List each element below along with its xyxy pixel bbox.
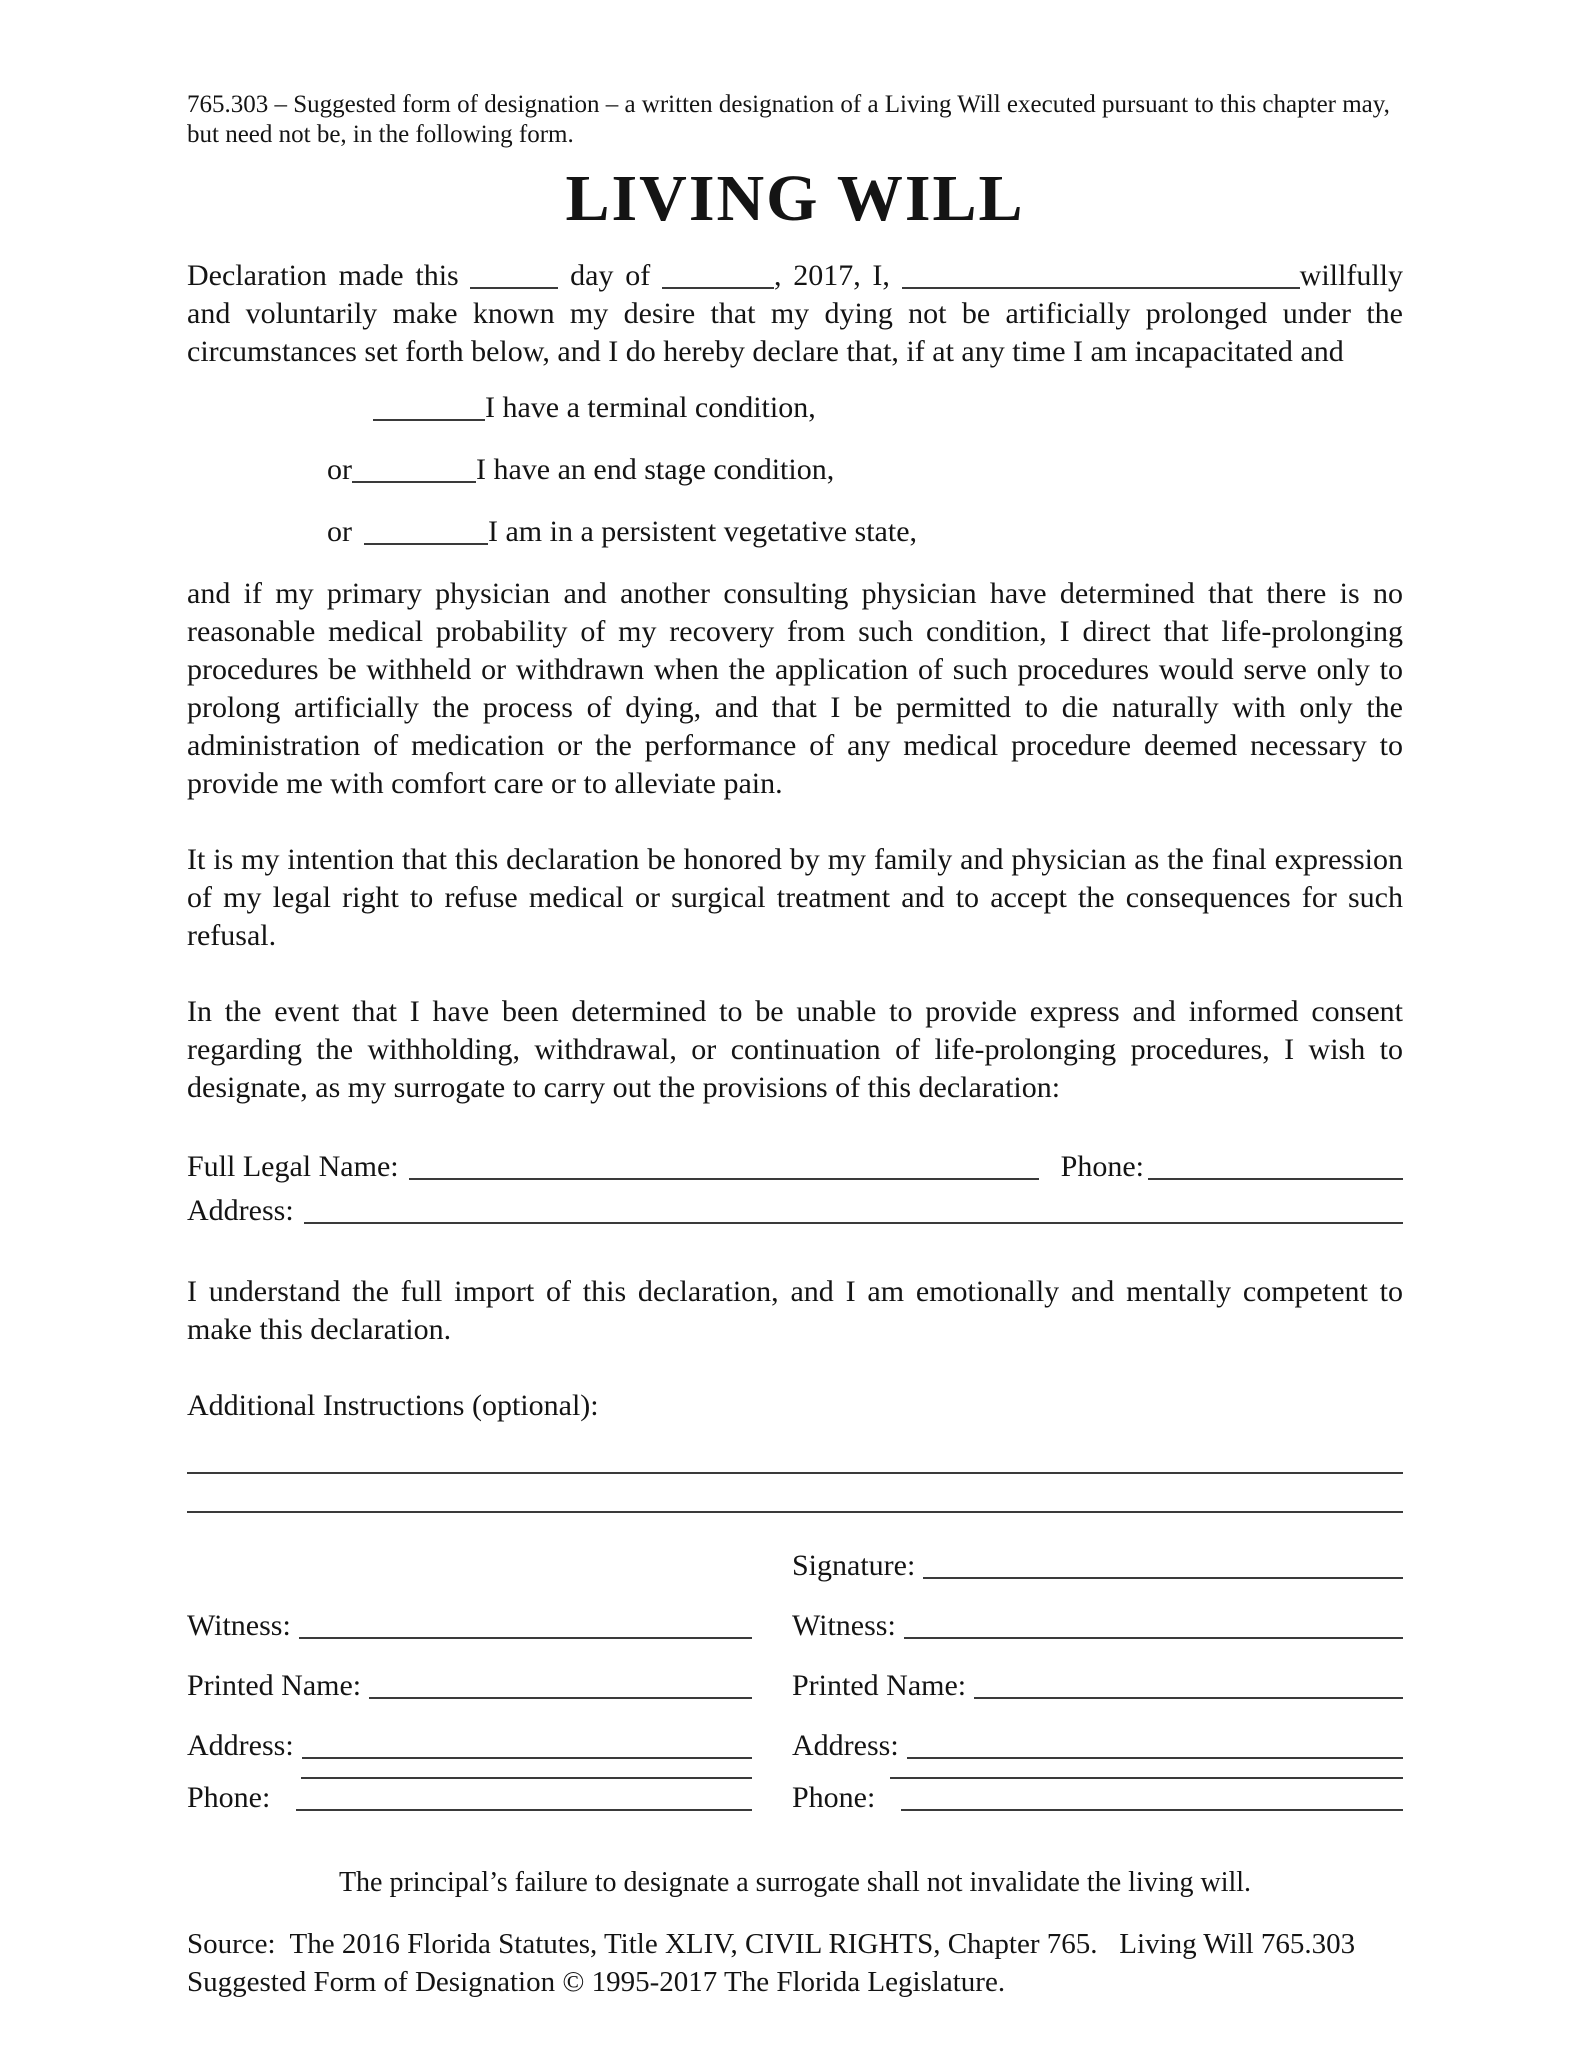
declaration-text-after-name: willfully and voluntarily make known my desire that my dying not be artificially prolonged under the circumstances set forth below, and I do hereby declare that, if at any time I am incapacitated and	[187, 259, 1403, 369]
witness-1-signature-blank[interactable]	[299, 1637, 752, 1639]
vegetative-state-label: I am in a persistent vegetative state,	[488, 515, 918, 549]
vegetative-state-blank[interactable]	[364, 543, 488, 545]
signature-row	[187, 1549, 1403, 1583]
declarant-name-blank[interactable]	[902, 287, 1300, 289]
or-label: or	[327, 515, 352, 549]
witness-2-address-label: Address:	[792, 1729, 899, 1763]
additional-instructions-label: Additional Instructions (optional):	[187, 1389, 599, 1423]
surrogate-address-blank[interactable]	[304, 1222, 1403, 1224]
witness-2-signature-blank[interactable]	[904, 1637, 1403, 1639]
full-legal-name-blank[interactable]	[409, 1178, 1039, 1180]
surrogate-designation-paragraph: In the event that I have been determined to be unable to provide express and informed consent regarding the withholding, withdrawal, or continuation of life-prolonging procedures, I wish to designate, as my surrogate to carry out the provisions of this declaration:	[187, 995, 1403, 1105]
witness-1-printed-name-label: Printed Name:	[187, 1669, 362, 1703]
witness-2-printed-name-cell	[792, 1669, 1403, 1703]
printed-name-row	[187, 1669, 1403, 1703]
statute-intro: 765.303 – Suggested form of designation – a written designation of a Living Will executed pursuant to this chapter may, but need not be, in the following form.	[187, 91, 1390, 148]
terminal-condition-blank[interactable]	[373, 419, 485, 421]
witness-2-address-line2-blank[interactable]	[890, 1777, 1403, 1779]
declaration-text-before-day: Declaration made this	[187, 259, 459, 293]
footer-note: The principal’s failure to designate a surrogate shall not invalidate the living will.	[338, 1867, 1252, 1899]
full-legal-name-label: Full Legal Name:	[187, 1150, 399, 1184]
witness-2-address-blank[interactable]	[907, 1757, 1403, 1759]
competence-paragraph: I understand the full import of this declaration, and I am emotionally and mentally competent to make this declaration.	[187, 1275, 1403, 1347]
month-blank[interactable]	[662, 287, 774, 289]
witness-1-address-line2-cell	[187, 1777, 752, 1779]
signature-section	[187, 1549, 1403, 1815]
signature-label: Signature:	[792, 1549, 916, 1583]
surrogate-address-label: Address:	[187, 1194, 294, 1228]
witness-1-address-cell	[187, 1729, 752, 1763]
surrogate-name-row	[187, 1145, 1403, 1189]
witness-1-address-line2-blank[interactable]	[301, 1777, 752, 1779]
end-stage-condition-blank[interactable]	[352, 481, 476, 483]
witness-2-cell	[792, 1609, 1403, 1643]
declaration-text-year: , 2017, I,	[773, 259, 890, 293]
source-text: Source: The 2016 Florida Statutes, Title XLIV, CIVIL RIGHTS, Chapter 765. Living Will 765.303 Suggested Form of Designation © 1995-2017 The Florida Legislature.	[187, 1928, 1363, 1999]
witness-2-printed-name-blank[interactable]	[974, 1697, 1403, 1699]
surrogate-address-row	[187, 1189, 1403, 1233]
witness-1-label: Witness:	[187, 1609, 291, 1643]
witness-1-address-label: Address:	[187, 1729, 294, 1763]
witness-2-phone-label: Phone:	[792, 1781, 876, 1815]
phone-row	[187, 1781, 1403, 1815]
witness-2-phone-cell	[792, 1781, 1403, 1815]
physician-determination-paragraph: and if my primary physician and another consulting physician have determined that there is no reasonable medical probability of my recovery from such condition, I direct that life-prolonging procedures be withheld or withdrawn when the application of such procedures would serve only to prolong artificially the process of dying, and that I be permitted to die naturally with only the administration of medication or the performance of any medical procedure deemed necessary to provide me with comfort care or to alleviate pain.	[187, 577, 1403, 801]
day-blank[interactable]	[470, 287, 558, 289]
conditions-list	[187, 389, 1403, 551]
declaration-text-day-of: day of	[570, 259, 651, 293]
witness-2-label: Witness:	[792, 1609, 896, 1643]
address-continuation-row	[187, 1777, 1403, 1779]
signature-row-right	[792, 1549, 1403, 1583]
declaration-paragraph	[187, 257, 1403, 371]
condition-terminal	[373, 389, 1403, 427]
witness-1-printed-name-blank[interactable]	[369, 1697, 752, 1699]
terminal-condition-label: I have a terminal condition,	[485, 391, 816, 425]
witness-row	[187, 1609, 1403, 1643]
condition-end-stage	[327, 451, 1403, 489]
signature-blank[interactable]	[923, 1577, 1403, 1579]
additional-instructions-line-1[interactable]	[187, 1435, 1403, 1474]
surrogate-phone-blank[interactable]	[1148, 1178, 1403, 1180]
witness-2-address-cell	[792, 1729, 1403, 1763]
witness-1-phone-blank[interactable]	[296, 1809, 752, 1811]
condition-vegetative	[327, 513, 1403, 551]
witness-1-cell	[187, 1609, 752, 1643]
witness-1-printed-name-cell	[187, 1669, 752, 1703]
witness-1-address-blank[interactable]	[302, 1757, 752, 1759]
end-stage-condition-label: I have an end stage condition,	[476, 453, 835, 487]
additional-instructions-line-2[interactable]	[187, 1474, 1403, 1513]
or-label: or	[327, 453, 352, 487]
document-title: LIVING WILL	[565, 162, 1025, 235]
witness-2-printed-name-label: Printed Name:	[792, 1669, 967, 1703]
intention-paragraph: It is my intention that this declaration be honored by my family and physician as the final expression of my legal right to refuse medical or surgical treatment and to accept the consequences for such refusal.	[187, 843, 1403, 953]
witness-2-phone-blank[interactable]	[901, 1809, 1403, 1811]
address-row	[187, 1729, 1403, 1763]
witness-1-phone-label: Phone:	[187, 1781, 271, 1815]
witness-1-phone-cell	[187, 1781, 752, 1815]
surrogate-fields	[187, 1145, 1403, 1233]
surrogate-phone-label: Phone:	[1060, 1150, 1144, 1184]
witness-2-address-line2-cell	[792, 1777, 1403, 1779]
